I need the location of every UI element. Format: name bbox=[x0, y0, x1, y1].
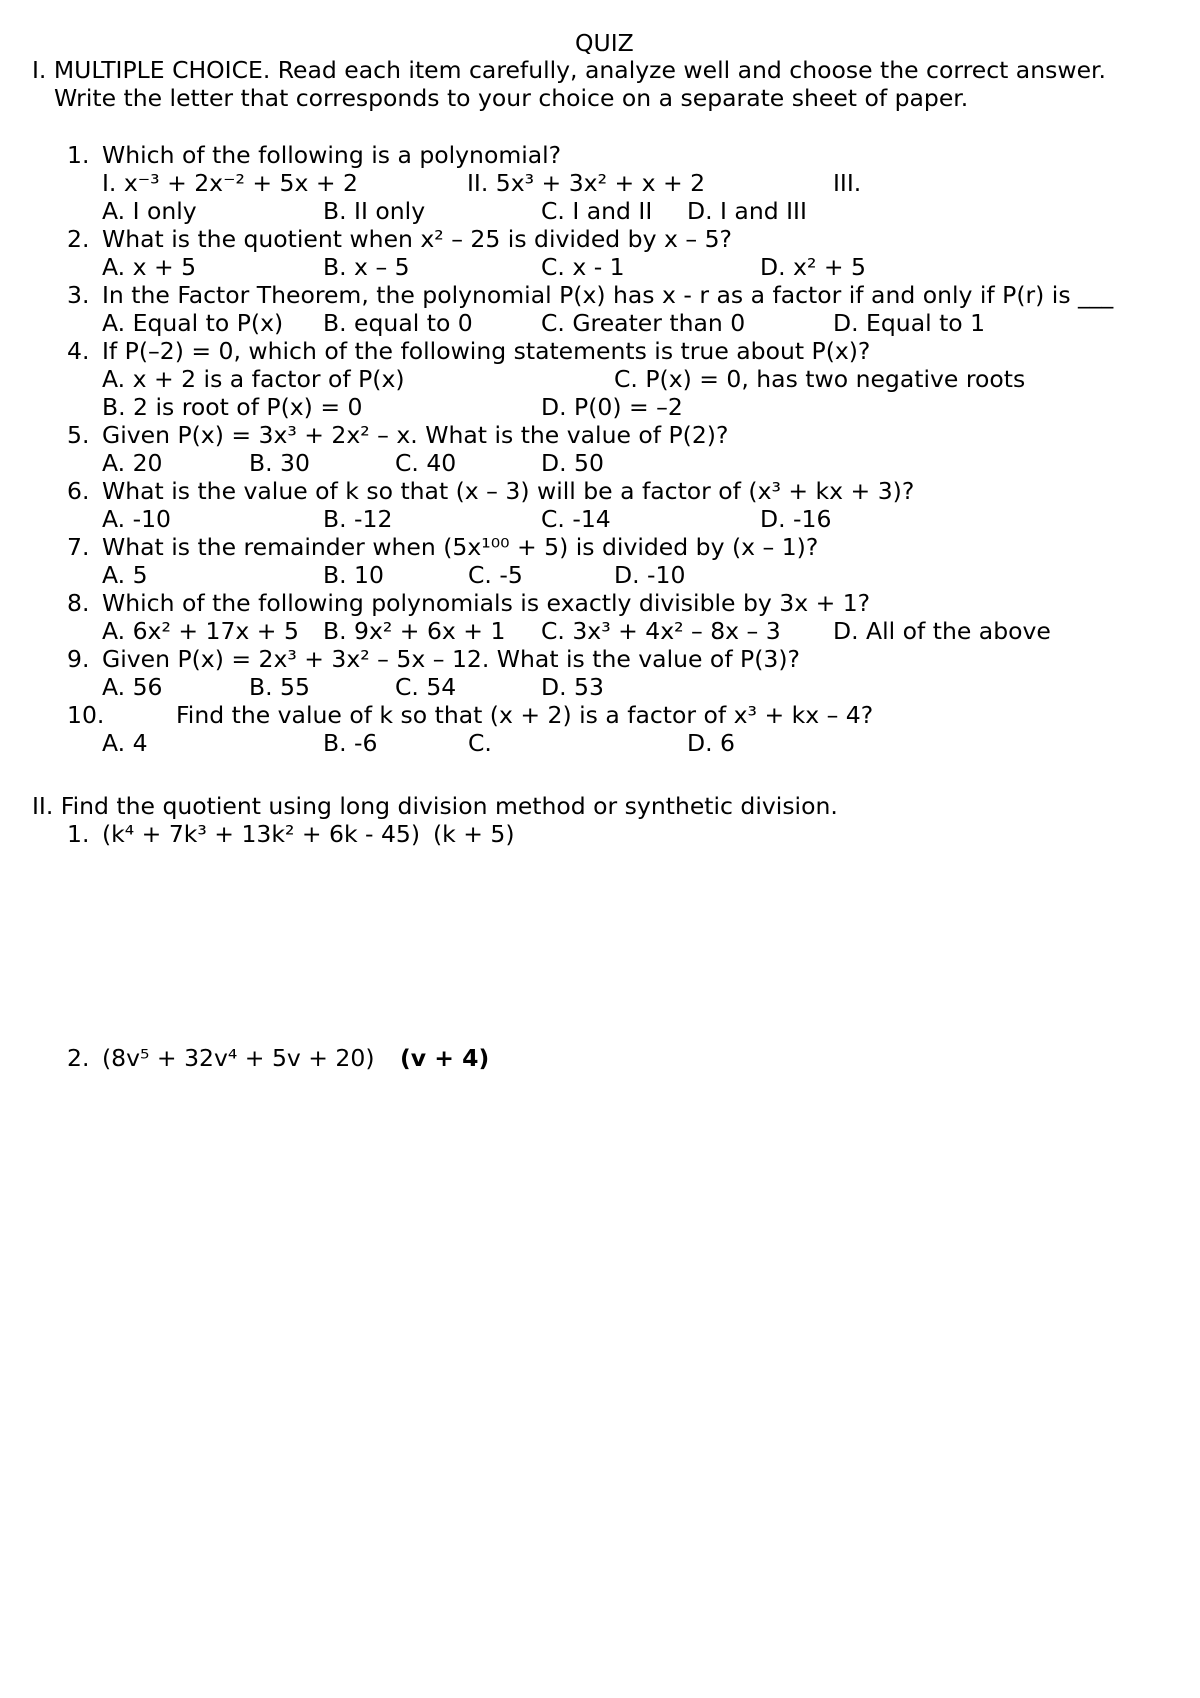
q4-option-c: C. P(x) = 0, has two negative roots bbox=[614, 365, 1026, 393]
q1-item-ii: II. 5x³ + 3x² + x + 2 bbox=[467, 169, 706, 197]
q5-option-b: B. 30 bbox=[249, 449, 310, 477]
q9-option-c: C. 54 bbox=[395, 673, 457, 701]
question-number: 6. bbox=[67, 477, 90, 505]
q3-option-a: A. Equal to P(x) bbox=[102, 309, 284, 337]
q1-option-c: C. I and II bbox=[541, 197, 653, 225]
q8-option-a: A. 6x² + 17x + 5 bbox=[102, 617, 299, 645]
question-number: 1. bbox=[67, 141, 90, 169]
q3-option-b: B. equal to 0 bbox=[323, 309, 473, 337]
q9-option-a: A. 56 bbox=[102, 673, 163, 701]
q1-option-b: B. II only bbox=[323, 197, 426, 225]
quiz-title: QUIZ bbox=[575, 29, 634, 57]
q7-option-c: C. -5 bbox=[468, 561, 523, 589]
q8-option-c: C. 3x³ + 4x² – 8x – 3 bbox=[541, 617, 781, 645]
q6-option-d: D. -16 bbox=[760, 505, 832, 533]
part1-instruction: Write the letter that corresponds to your choice on a separate sheet of paper. bbox=[54, 84, 969, 112]
q10-option-a: A. 4 bbox=[102, 729, 148, 757]
question-number: 9. bbox=[67, 645, 90, 673]
part2-heading: II. Find the quotient using long division method or synthetic division. bbox=[32, 792, 838, 820]
problem-number: 1. bbox=[67, 820, 90, 848]
q5-option-c: C. 40 bbox=[395, 449, 457, 477]
question-number: 10. bbox=[67, 701, 105, 729]
question-text: Given P(x) = 2x³ + 3x² – 5x – 12. What is the value of P(3)? bbox=[102, 645, 800, 673]
q1-option-d: D. I and III bbox=[687, 197, 807, 225]
q2-option-a: A. x + 5 bbox=[102, 253, 197, 281]
question-number: 7. bbox=[67, 533, 90, 561]
q8-option-b: B. 9x² + 6x + 1 bbox=[323, 617, 506, 645]
question-text: In the Factor Theorem, the polynomial P(x) has x - r as a factor if and only if P(r) is ___ bbox=[102, 281, 1114, 309]
q6-option-a: A. -10 bbox=[102, 505, 171, 533]
question-text: What is the quotient when x² – 25 is divided by x – 5? bbox=[102, 225, 732, 253]
question-number: 3. bbox=[67, 281, 90, 309]
q2-option-b: B. x – 5 bbox=[323, 253, 410, 281]
q7-option-a: A. 5 bbox=[102, 561, 148, 589]
q2-option-c: C. x - 1 bbox=[541, 253, 625, 281]
problem-divisor: (k + 5) bbox=[433, 820, 515, 848]
q3-option-d: D. Equal to 1 bbox=[833, 309, 986, 337]
question-text: Find the value of k so that (x + 2) is a factor of x³ + kx – 4? bbox=[176, 701, 874, 729]
question-number: 5. bbox=[67, 421, 90, 449]
question-text: What is the value of k so that (x – 3) will be a factor of (x³ + kx + 3)? bbox=[102, 477, 915, 505]
q4-option-a: A. x + 2 is a factor of P(x) bbox=[102, 365, 405, 393]
question-number: 4. bbox=[67, 337, 90, 365]
question-text: What is the remainder when (5x¹⁰⁰ + 5) is divided by (x – 1)? bbox=[102, 533, 819, 561]
q7-option-d: D. -10 bbox=[614, 561, 686, 589]
question-text: Given P(x) = 3x³ + 2x² – x. What is the value of P(2)? bbox=[102, 421, 729, 449]
q6-option-c: C. -14 bbox=[541, 505, 611, 533]
q10-option-d: D. 6 bbox=[687, 729, 735, 757]
q1-option-a: A. I only bbox=[102, 197, 197, 225]
question-number: 2. bbox=[67, 225, 90, 253]
q6-option-b: B. -12 bbox=[323, 505, 393, 533]
q9-option-b: B. 55 bbox=[249, 673, 310, 701]
part1-heading: I. MULTIPLE CHOICE. Read each item carefully, analyze well and choose the correct answer. bbox=[32, 56, 1107, 84]
question-text: If P(–2) = 0, which of the following statements is true about P(x)? bbox=[102, 337, 871, 365]
question-number: 8. bbox=[67, 589, 90, 617]
q7-option-b: B. 10 bbox=[323, 561, 384, 589]
q1-item-i: I. x⁻³ + 2x⁻² + 5x + 2 bbox=[102, 169, 358, 197]
problem-number: 2. bbox=[67, 1044, 90, 1072]
question-text: Which of the following polynomials is exactly divisible by 3x + 1? bbox=[102, 589, 871, 617]
q3-option-c: C. Greater than 0 bbox=[541, 309, 746, 337]
q5-option-d: D. 50 bbox=[541, 449, 604, 477]
q5-option-a: A. 20 bbox=[102, 449, 163, 477]
problem-dividend: (k⁴ + 7k³ + 13k² + 6k - 45) bbox=[102, 820, 421, 848]
problem-divisor: (v + 4) bbox=[400, 1044, 490, 1072]
q10-option-b: B. -6 bbox=[323, 729, 378, 757]
q8-option-d: D. All of the above bbox=[833, 617, 1051, 645]
problem-dividend: (8v⁵ + 32v⁴ + 5v + 20) bbox=[102, 1044, 375, 1072]
q9-option-d: D. 53 bbox=[541, 673, 604, 701]
question-text: Which of the following is a polynomial? bbox=[102, 141, 562, 169]
q4-option-d: D. P(0) = –2 bbox=[541, 393, 683, 421]
q1-item-iii: III. bbox=[833, 169, 862, 197]
q2-option-d: D. x² + 5 bbox=[760, 253, 866, 281]
q10-option-c: C. bbox=[468, 729, 492, 757]
q4-option-b: B. 2 is root of P(x) = 0 bbox=[102, 393, 363, 421]
